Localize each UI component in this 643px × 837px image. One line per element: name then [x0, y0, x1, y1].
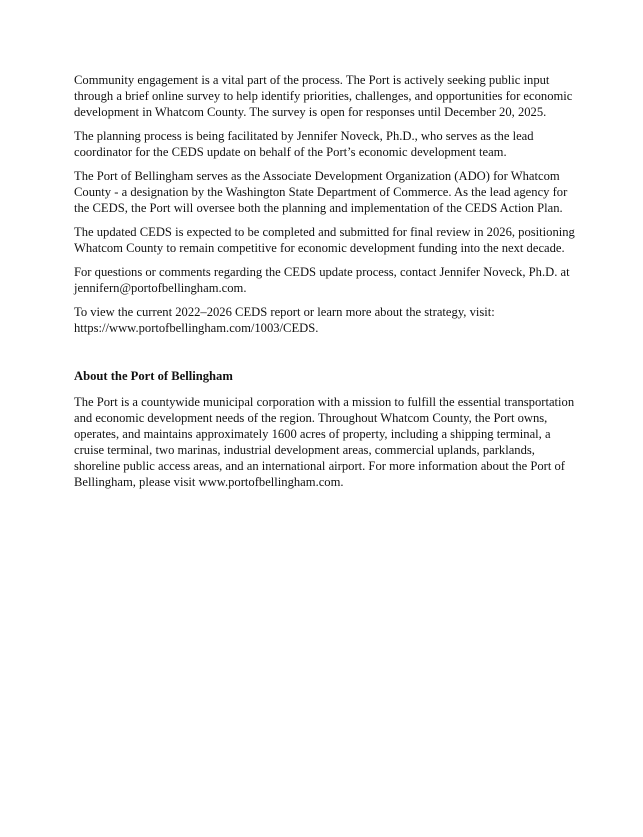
paragraph-contact: For questions or comments regarding the CEDS update process, contact Jennifer Noveck, Ph.D. at jennifern@portofbellingham.com. [74, 265, 570, 295]
paragraph-planning-process: The planning process is being facilitated by Jennifer Noveck, Ph.D., who serves as the lead coordinator for the CEDS update on behalf of the Port’s economic development team. [74, 129, 534, 159]
paragraph-report-link: To view the current 2022–2026 CEDS report or learn more about the strategy, visit: https://www.portofbellingham.com/1003/CEDS. [74, 305, 495, 335]
document-page [74, 72, 582, 498]
section-spacer [74, 344, 582, 368]
paragraph-community-engagement: Community engagement is a vital part of the process. The Port is actively seeking public input through a brief online survey to help identify priorities, challenges, and opportunities for economic development in Whatcom County. The survey is open for responses until December 20, 2025. [74, 73, 573, 119]
paragraph-timeline: The updated CEDS is expected to be completed and submitted for final review in 2026, positioning Whatcom County to remain competitive for economic development funding into the next decade. [74, 225, 575, 255]
about-heading: About the Port of Bellingham [74, 369, 233, 383]
paragraph-ado-designation: The Port of Bellingham serves as the Associate Development Organization (ADO) for Whatcom County - a designation by the Washington State Department of Commerce. As the lead agency for the CEDS, the Port will oversee both the planning and implementation of the CEDS Action Plan. [74, 169, 568, 215]
about-body: The Port is a countywide municipal corporation with a mission to fulfill the essential transportation and economic development needs of the region. Throughout Whatcom County, the Port owns, operates, and maintains approximately 1600 acres of property, including a shipping terminal, a cruise terminal, two marinas, industrial development areas, commercial uplands, parklands, shoreline public access areas, and an international airport. For more information about the Port of Bellingham, please visit www.portofbellingham.com. [74, 395, 575, 489]
